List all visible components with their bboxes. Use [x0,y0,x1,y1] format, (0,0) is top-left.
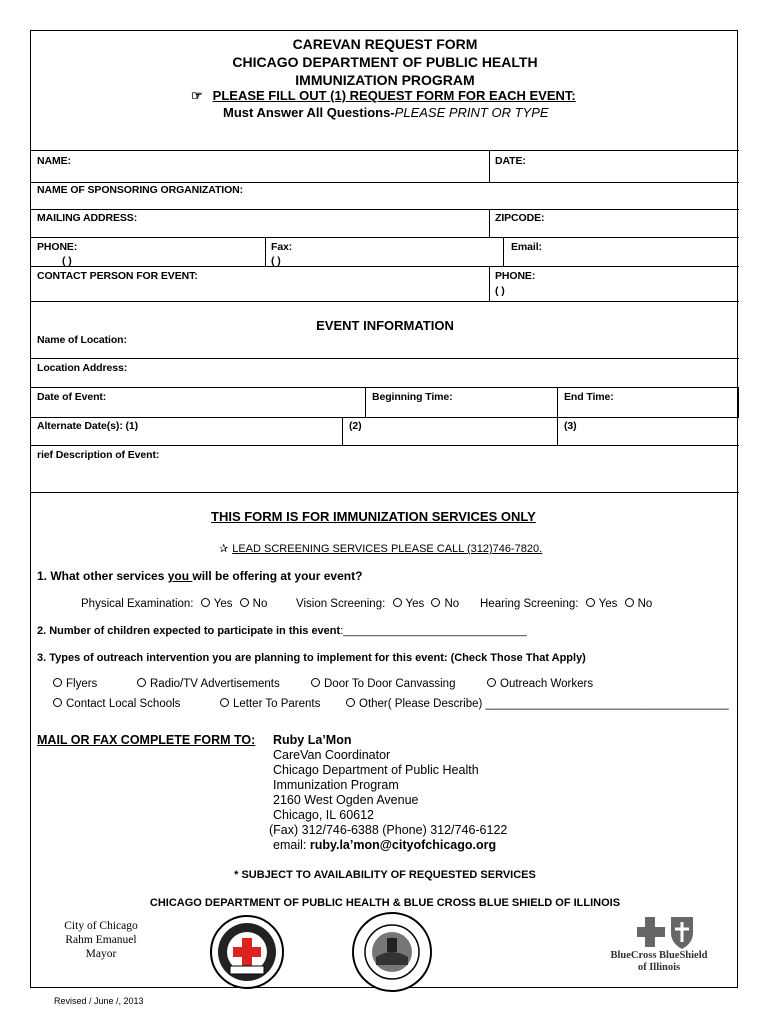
physical-yes-radio[interactable]: Yes [201,598,233,610]
contact-phone-field[interactable]: PHONE: [495,270,536,282]
fax-field[interactable]: Fax: [271,241,293,253]
vision-no-radio[interactable]: No [431,598,459,610]
mayor-name: Rahm Emanuel [65,934,137,946]
alternate-date-3-field[interactable]: (3) [564,420,577,432]
divider [738,387,739,417]
address-street: 2160 West Ogden Avenue [273,793,419,807]
beginning-time-field[interactable]: Beginning Time: [372,391,453,403]
flyers-checkbox[interactable]: Flyers [53,678,97,690]
email-field[interactable]: Email: [511,241,542,253]
divider [31,417,739,418]
divider [31,301,739,302]
address-department: Chicago Department of Public Health [273,763,479,777]
city-name: City of Chicago [64,920,138,932]
program-title: IMMUNIZATION PROGRAM [295,72,475,88]
hearing-screening-option [480,598,652,610]
divider [503,237,504,266]
question-1: 1. What other services you will be offering at your event? [37,569,363,583]
divider [342,417,343,445]
alternate-date-1-field[interactable]: Alternate Date(s): (1) [37,420,139,432]
end-time-field[interactable]: End Time: [564,391,614,403]
address-program: Immunization Program [273,778,399,792]
location-address-field[interactable]: Location Address: [37,362,128,374]
letter-to-parents-checkbox[interactable]: Letter To Parents [220,698,320,710]
radio-tv-checkbox[interactable]: Radio/TV Advertisements [137,678,280,690]
star-icon: ✰ [219,543,229,555]
form-title: CAREVAN REQUEST FORM [292,36,478,52]
name-field[interactable]: NAME: [37,155,71,167]
address-city: Chicago, IL 60612 [273,808,375,822]
bcbs-name: BlueCross BlueShield [610,950,708,961]
local-schools-checkbox[interactable]: Contact Local Schools [53,698,180,710]
vision-screening-option [296,598,459,610]
phone-field[interactable]: PHONE: [37,241,78,253]
divider [265,237,266,266]
divider [31,182,739,183]
bluecross-blueshield-logo-icon [637,915,697,951]
bcbs-text [591,950,727,974]
question-3: 3. Types of outreach intervention you are planning to implement for this event: (Check Those That Apply) [37,652,586,664]
vision-yes-radio[interactable]: Yes [393,598,425,610]
other-checkbox[interactable]: Other( Please Describe) ______________________________________ [346,698,729,710]
divider [31,492,739,493]
revision-date: Revised / June /, 2013 [54,996,144,1006]
sponsor-field[interactable]: NAME OF SPONSORING ORGANIZATION: [37,184,244,196]
divider [489,266,490,301]
city-seal-icon [351,911,433,993]
physical-exam-option [81,598,267,610]
location-name-field[interactable]: Name of Location: [37,334,127,346]
vision-screening-label: Vision Screening: [296,598,386,610]
divider [31,150,739,151]
question-2[interactable]: 2. Number of children expected to participate in this event:______________________________ [37,625,527,637]
divider [31,358,739,359]
divider [489,209,490,237]
hearing-yes-radio[interactable]: Yes [586,598,618,610]
fax-phone-numbers: (Fax) 312/746-6388 (Phone) 312/746-6122 [269,823,508,837]
divider [365,387,366,417]
phone-area-code: ( ) [62,255,72,267]
event-info-heading: EVENT INFORMATION [316,318,454,333]
coordinator-name: Ruby La’Mon [273,733,352,747]
mayor-title: Mayor [85,948,117,960]
divider [557,387,558,445]
form-page [30,30,738,988]
must-answer-line: Must Answer All Questions-PLEASE PRINT OR TYPE [223,105,549,120]
lead-screening-notice: ✰ LEAD SCREENING SERVICES PLEASE CALL (312)746-7820. [219,543,543,555]
divider [31,237,739,238]
date-field[interactable]: DATE: [495,155,526,167]
physical-no-radio[interactable]: No [240,598,268,610]
contact-person-field[interactable]: CONTACT PERSON FOR EVENT: [37,270,198,282]
mail-fax-label: MAIL OR FAX COMPLETE FORM TO: [37,733,256,747]
divider [31,209,739,210]
contact-phone-area-code: ( ) [495,285,505,297]
divider [31,266,739,267]
immunization-only-notice: THIS FORM IS FOR IMMUNIZATION SERVICES ONLY [211,509,536,524]
city-mayor-block [51,919,151,961]
divider [31,445,739,446]
mailing-address-field[interactable]: MAILING ADDRESS: [37,212,138,224]
pointing-hand-icon: ☞ [191,88,203,103]
coordinator-email[interactable]: email: ruby.la’mon@cityofchicago.org [273,838,497,852]
alternate-date-2-field[interactable]: (2) [349,420,362,432]
divider [31,387,739,388]
coordinator-title: CareVan Coordinator [273,748,391,762]
availability-note: * SUBJECT TO AVAILABILITY OF REQUESTED SERVICES [234,869,536,881]
door-to-door-checkbox[interactable]: Door To Door Canvassing [311,678,455,690]
health-department-seal-icon [209,914,285,990]
outreach-workers-checkbox[interactable]: Outreach Workers [487,678,593,690]
bcbs-state: of Illinois [637,962,681,973]
partners-line: CHICAGO DEPARTMENT OF PUBLIC HEALTH & BLUE CROSS BLUE SHIELD OF ILLINOIS [149,897,621,909]
fax-area-code: ( ) [271,255,281,267]
hearing-no-radio[interactable]: No [625,598,653,610]
physical-exam-label: Physical Examination: [81,598,194,610]
zipcode-field[interactable]: ZIPCODE: [495,212,545,224]
instruction-line: ☞ PLEASE FILL OUT (1) REQUEST FORM FOR EACH EVENT: [191,88,576,103]
divider [489,150,490,182]
event-description-field[interactable]: rief Description of Event: [37,449,160,461]
event-date-field[interactable]: Date of Event: [37,391,107,403]
department-title: CHICAGO DEPARTMENT OF PUBLIC HEALTH [232,54,538,70]
hearing-screening-label: Hearing Screening: [480,598,579,610]
